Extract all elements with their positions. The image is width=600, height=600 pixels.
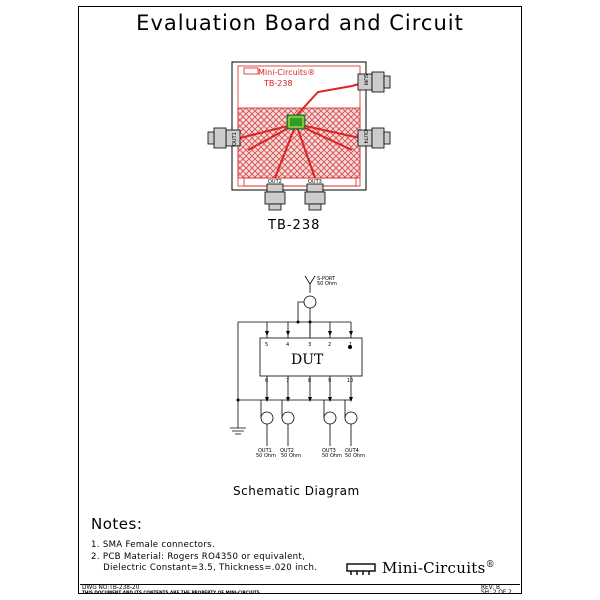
property-notice: THIS DOCUMENT AND ITS CONTENTS ARE THE PROPERTY OF MINI-CIRCUITS. <box>82 590 262 595</box>
svg-text:7: 7 <box>286 378 290 384</box>
board-label: TB-238 <box>268 218 321 233</box>
svg-text:10: 10 <box>347 378 354 384</box>
svg-text:OUT2: OUT2 <box>280 448 294 454</box>
svg-text:2: 2 <box>328 342 332 348</box>
svg-text:9: 9 <box>328 378 332 384</box>
notes-title: Notes: <box>91 515 143 533</box>
svg-text:50 Ohm: 50 Ohm <box>281 453 301 459</box>
svg-text:OUT2: OUT2 <box>268 179 282 185</box>
note-2-cont: Dielectric Constant=3.5, Thickness=.020 inch. <box>91 563 318 573</box>
page-title: Evaluation Board and Circuit <box>136 11 464 35</box>
svg-text:50 Ohm: 50 Ohm <box>322 453 342 459</box>
svg-text:OUT1: OUT1 <box>232 132 238 146</box>
svg-text:1: 1 <box>349 342 353 348</box>
svg-text:OUT4: OUT4 <box>362 130 368 144</box>
note-1: 1. SMA Female connectors. <box>91 540 215 550</box>
svg-text:4: 4 <box>286 342 290 348</box>
svg-text:50 Ohm: 50 Ohm <box>317 281 337 287</box>
output-labels <box>256 448 365 459</box>
svg-text:OUT1: OUT1 <box>258 448 272 454</box>
sheet-number: SH: 2 OF 2 <box>481 590 512 596</box>
board-logo-text: Mini-Circuits® <box>258 68 316 77</box>
schematic-title: Schematic Diagram <box>233 484 360 498</box>
dut-label: DUT <box>291 352 324 368</box>
svg-text:50 Ohm: 50 Ohm <box>256 453 276 459</box>
brand-name: Mini-Circuits® <box>382 559 495 577</box>
svg-text:S-PORT: S-PORT <box>317 276 336 282</box>
svg-text:SUM: SUM <box>362 74 368 86</box>
svg-text:6: 6 <box>265 378 269 384</box>
connector-out3 <box>305 184 325 210</box>
svg-text:50 Ohm: 50 Ohm <box>345 453 365 459</box>
board-model-text: TB-238 <box>264 79 293 88</box>
svg-text:OUT4: OUT4 <box>345 448 359 454</box>
svg-text:OUT3: OUT3 <box>308 179 322 185</box>
revision: REV: B <box>481 585 500 591</box>
mini-circuits-logo-icon <box>346 562 378 576</box>
note-2: 2. PCB Material: Rogers RO4350 or equivalent, <box>91 552 306 562</box>
svg-text:8: 8 <box>308 378 312 384</box>
connector-out2 <box>265 184 285 210</box>
svg-text:5: 5 <box>265 342 269 348</box>
svg-text:3: 3 <box>308 342 312 348</box>
svg-text:OUT3: OUT3 <box>322 448 336 454</box>
drawing-number: DWG NO:TB-238-20 <box>82 585 140 591</box>
